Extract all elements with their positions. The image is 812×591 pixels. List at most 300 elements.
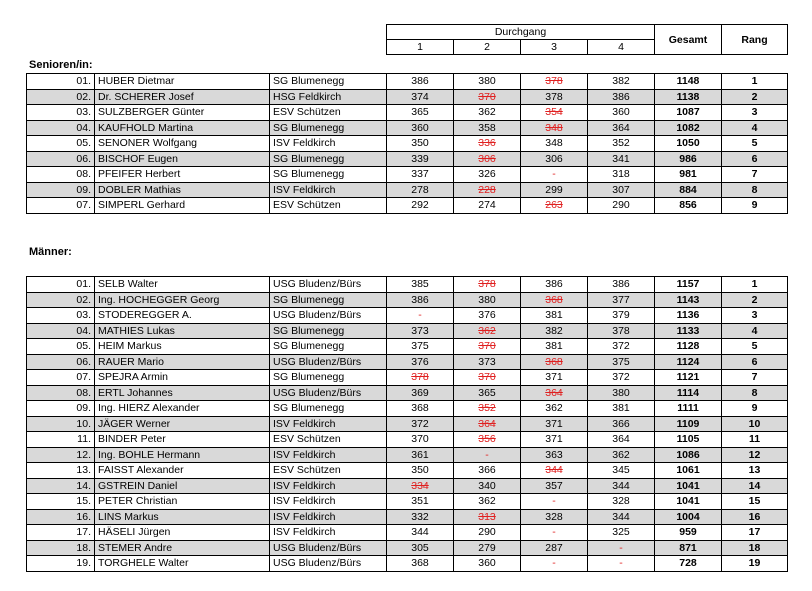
- round-4-score-cell: [588, 416, 655, 432]
- round-1-score-cell: [387, 323, 454, 339]
- score-value: 364: [612, 433, 630, 445]
- struck-score: 352: [478, 402, 496, 414]
- total-cell: 1109: [655, 416, 722, 432]
- score-value: 279: [478, 541, 496, 554]
- round-4-score-cell: [588, 478, 655, 494]
- round-4-score-cell: [588, 182, 655, 198]
- score-value: 365: [411, 106, 429, 118]
- club-cell: SG Blumenegg: [270, 151, 387, 167]
- rank-cell: 18: [722, 540, 788, 556]
- round-4-score-cell: [588, 509, 655, 525]
- total-cell: 981: [655, 167, 722, 183]
- total-cell: 871: [655, 540, 722, 556]
- struck-score: 370: [478, 371, 496, 383]
- start-number-cell: 18.: [27, 540, 95, 556]
- score-value: 360: [411, 121, 429, 134]
- round-1-score-cell: [387, 416, 454, 432]
- round-2-score-cell: [454, 292, 521, 308]
- struck-score: 370: [478, 90, 496, 103]
- round-3-score-cell: [521, 354, 588, 370]
- score-value: 378: [545, 90, 563, 103]
- round-1-score-cell: [387, 308, 454, 324]
- rank-cell: 1: [722, 277, 788, 293]
- round-2-score-cell: [454, 463, 521, 479]
- club-cell: SG Blumenegg: [270, 74, 387, 90]
- total-cell: 1041: [655, 478, 722, 494]
- club-cell: ISV Feldkirch: [270, 509, 387, 525]
- score-value: 382: [612, 75, 630, 87]
- round-2-score-cell: [454, 105, 521, 121]
- start-number-cell: 09.: [27, 401, 95, 417]
- round-2-score-cell: [454, 182, 521, 198]
- round-4-score-cell: [588, 354, 655, 370]
- round-1-score-cell: [387, 292, 454, 308]
- round-4-score-cell: [588, 292, 655, 308]
- start-number-cell: 06.: [27, 151, 95, 167]
- score-value: 290: [612, 199, 630, 211]
- rank-cell: 2: [722, 292, 788, 308]
- start-number-cell: 11.: [27, 432, 95, 448]
- start-number-cell: 08.: [27, 167, 95, 183]
- section-title-senioren: Senioren/in:: [29, 59, 93, 71]
- total-cell: 1041: [655, 494, 722, 510]
- score-value: 372: [411, 417, 429, 430]
- round-1-score-cell: [387, 120, 454, 136]
- struck-score: 362: [478, 324, 496, 337]
- round-1-score-cell: [387, 494, 454, 510]
- start-number-cell: 07.: [27, 370, 95, 386]
- gesamt-header: Gesamt: [655, 25, 722, 55]
- round-2-score-cell: [454, 151, 521, 167]
- score-value: 290: [478, 526, 496, 538]
- score-value: 362: [545, 402, 563, 414]
- score-value: 366: [478, 464, 496, 476]
- score-value: 385: [411, 278, 429, 290]
- struck-score: 368: [545, 293, 563, 306]
- table-row: [27, 478, 788, 494]
- table-row: [27, 354, 788, 370]
- score-value: 307: [612, 183, 630, 196]
- missing-score: -: [552, 168, 556, 180]
- rank-cell: 4: [722, 120, 788, 136]
- total-cell: 1138: [655, 89, 722, 105]
- start-number-cell: 01.: [27, 74, 95, 90]
- round-1-score-cell: [387, 74, 454, 90]
- round-4-score-cell: [588, 198, 655, 214]
- round-3-score-cell: [521, 151, 588, 167]
- round-3-score-cell: [521, 308, 588, 324]
- total-cell: 1143: [655, 292, 722, 308]
- table-row: [27, 447, 788, 463]
- rank-cell: 9: [722, 198, 788, 214]
- score-value: 351: [411, 495, 429, 507]
- score-value: 366: [612, 417, 630, 430]
- missing-score: -: [619, 557, 623, 569]
- score-value: 375: [612, 355, 630, 368]
- club-cell: USG Bludenz/Bürs: [270, 540, 387, 556]
- table-row: [27, 416, 788, 432]
- start-number-cell: 02.: [27, 89, 95, 105]
- round-3-score-cell: [521, 432, 588, 448]
- round-3-score-cell: [521, 525, 588, 541]
- club-cell: SG Blumenegg: [270, 370, 387, 386]
- round-2-score-cell: [454, 120, 521, 136]
- table-row: [27, 385, 788, 401]
- score-value: 376: [478, 309, 496, 321]
- total-cell: 1114: [655, 385, 722, 401]
- table-row: [27, 463, 788, 479]
- round-4-score-cell: [588, 120, 655, 136]
- rank-cell: 7: [722, 167, 788, 183]
- score-value: 368: [411, 557, 429, 569]
- table-row: [27, 277, 788, 293]
- round-3-score-cell: [521, 494, 588, 510]
- start-number-cell: 08.: [27, 385, 95, 401]
- round-2-score-cell: [454, 354, 521, 370]
- table-row: [27, 308, 788, 324]
- round-1-score-cell: [387, 167, 454, 183]
- missing-score: -: [485, 448, 489, 461]
- round-3-score-cell: [521, 447, 588, 463]
- rank-cell: 1: [722, 74, 788, 90]
- score-value: 326: [478, 168, 496, 180]
- table-row: [27, 151, 788, 167]
- results-table-maenner: [26, 276, 788, 572]
- score-value: 365: [478, 386, 496, 399]
- club-cell: ISV Feldkirch: [270, 136, 387, 152]
- total-cell: 1128: [655, 339, 722, 355]
- name-cell: SPEJRA Armin: [95, 370, 270, 386]
- total-cell: 1133: [655, 323, 722, 339]
- round-3-score-cell: [521, 74, 588, 90]
- club-cell: SG Blumenegg: [270, 167, 387, 183]
- round-3-score-cell: [521, 370, 588, 386]
- round-2-score-cell: [454, 525, 521, 541]
- round-1-score-cell: [387, 447, 454, 463]
- rank-cell: 15: [722, 494, 788, 510]
- club-cell: USG Bludenz/Bürs: [270, 308, 387, 324]
- rank-cell: 4: [722, 323, 788, 339]
- round-2-header: 2: [454, 40, 521, 55]
- rank-cell: 9: [722, 401, 788, 417]
- round-4-score-cell: [588, 89, 655, 105]
- score-value: 381: [545, 309, 563, 321]
- struck-score: 370: [478, 340, 496, 352]
- score-value: 380: [478, 75, 496, 87]
- round-3-score-cell: [521, 463, 588, 479]
- name-cell: FAISST Alexander: [95, 463, 270, 479]
- club-cell: SG Blumenegg: [270, 339, 387, 355]
- round-4-score-cell: [588, 167, 655, 183]
- score-value: 386: [612, 278, 630, 290]
- rank-cell: 8: [722, 182, 788, 198]
- score-value: 371: [545, 417, 563, 430]
- round-4-score-cell: [588, 339, 655, 355]
- struck-score: 313: [478, 510, 496, 523]
- round-2-score-cell: [454, 416, 521, 432]
- club-cell: ESV Schützen: [270, 198, 387, 214]
- round-2-score-cell: [454, 494, 521, 510]
- name-cell: Ing. BOHLE Hermann: [95, 447, 270, 463]
- score-value: 382: [545, 324, 563, 337]
- club-cell: USG Bludenz/Bürs: [270, 354, 387, 370]
- start-number-cell: 09.: [27, 182, 95, 198]
- column-header: [386, 24, 788, 55]
- score-value: 368: [411, 402, 429, 414]
- score-value: 374: [411, 90, 429, 103]
- score-value: 278: [411, 183, 429, 196]
- struck-score: 263: [545, 199, 563, 211]
- score-value: 344: [612, 510, 630, 523]
- table-row: [27, 540, 788, 556]
- name-cell: HEIM Markus: [95, 339, 270, 355]
- round-2-score-cell: [454, 509, 521, 525]
- missing-score: -: [552, 526, 556, 538]
- total-cell: 986: [655, 151, 722, 167]
- club-cell: HSG Feldkirch: [270, 89, 387, 105]
- rank-cell: 3: [722, 308, 788, 324]
- rank-cell: 19: [722, 556, 788, 572]
- round-1-score-cell: [387, 89, 454, 105]
- round-4-score-cell: [588, 385, 655, 401]
- start-number-cell: 03.: [27, 308, 95, 324]
- table-row: [27, 198, 788, 214]
- table-row: [27, 167, 788, 183]
- total-cell: 1105: [655, 432, 722, 448]
- struck-score: 334: [411, 479, 429, 492]
- round-2-score-cell: [454, 323, 521, 339]
- round-3-score-cell: [521, 339, 588, 355]
- score-value: 345: [612, 464, 630, 476]
- score-value: 386: [411, 293, 429, 306]
- rank-cell: 13: [722, 463, 788, 479]
- name-cell: RAUER Mario: [95, 354, 270, 370]
- rank-cell: 6: [722, 354, 788, 370]
- score-value: 344: [612, 479, 630, 492]
- round-2-score-cell: [454, 167, 521, 183]
- round-1-score-cell: [387, 463, 454, 479]
- round-4-score-cell: [588, 323, 655, 339]
- struck-score: 368: [545, 355, 563, 368]
- start-number-cell: 13.: [27, 463, 95, 479]
- round-1-score-cell: [387, 198, 454, 214]
- name-cell: DOBLER Mathias: [95, 182, 270, 198]
- durchgang-header: Durchgang: [387, 25, 655, 40]
- table-row: [27, 339, 788, 355]
- missing-score: -: [552, 557, 556, 569]
- name-cell: STODEREGGER A.: [95, 308, 270, 324]
- rank-cell: 2: [722, 89, 788, 105]
- total-cell: 1121: [655, 370, 722, 386]
- club-cell: SG Blumenegg: [270, 292, 387, 308]
- score-value: 318: [612, 168, 630, 180]
- name-cell: SULZBERGER Günter: [95, 105, 270, 121]
- round-1-score-cell: [387, 401, 454, 417]
- score-value: 350: [411, 464, 429, 476]
- name-cell: PETER Christian: [95, 494, 270, 510]
- table-row: [27, 105, 788, 121]
- round-4-score-cell: [588, 540, 655, 556]
- struck-score: 354: [545, 106, 563, 118]
- start-number-cell: 12.: [27, 447, 95, 463]
- round-3-score-cell: [521, 556, 588, 572]
- total-cell: 1136: [655, 308, 722, 324]
- table-row: [27, 323, 788, 339]
- round-2-score-cell: [454, 370, 521, 386]
- round-4-header: 4: [588, 40, 655, 55]
- round-1-score-cell: [387, 370, 454, 386]
- start-number-cell: 02.: [27, 292, 95, 308]
- round-1-score-cell: [387, 432, 454, 448]
- score-value: 292: [411, 199, 429, 211]
- table-row: [27, 292, 788, 308]
- name-cell: SIMPERL Gerhard: [95, 198, 270, 214]
- start-number-cell: 14.: [27, 478, 95, 494]
- score-value: 375: [411, 340, 429, 352]
- start-number-cell: 03.: [27, 105, 95, 121]
- round-4-score-cell: [588, 447, 655, 463]
- score-value: 325: [612, 526, 630, 538]
- total-cell: 856: [655, 198, 722, 214]
- score-value: 360: [612, 106, 630, 118]
- table-row: [27, 370, 788, 386]
- score-value: 363: [545, 448, 563, 461]
- round-4-score-cell: [588, 432, 655, 448]
- struck-score: 306: [478, 152, 496, 165]
- round-1-score-cell: [387, 385, 454, 401]
- rank-cell: 8: [722, 385, 788, 401]
- round-4-score-cell: [588, 463, 655, 479]
- rank-cell: 5: [722, 339, 788, 355]
- total-cell: 1050: [655, 136, 722, 152]
- total-cell: 1086: [655, 447, 722, 463]
- name-cell: STEMER Andre: [95, 540, 270, 556]
- total-cell: 1004: [655, 509, 722, 525]
- club-cell: ISV Feldkirch: [270, 525, 387, 541]
- club-cell: ESV Schützen: [270, 463, 387, 479]
- round-3-score-cell: [521, 277, 588, 293]
- round-4-score-cell: [588, 277, 655, 293]
- struck-score: 364: [545, 386, 563, 399]
- round-1-score-cell: [387, 151, 454, 167]
- name-cell: HUBER Dietmar: [95, 74, 270, 90]
- total-cell: 884: [655, 182, 722, 198]
- club-cell: ESV Schützen: [270, 432, 387, 448]
- score-value: 305: [411, 541, 429, 554]
- club-cell: USG Bludenz/Bürs: [270, 556, 387, 572]
- score-value: 370: [411, 433, 429, 445]
- rank-cell: 7: [722, 370, 788, 386]
- start-number-cell: 04.: [27, 120, 95, 136]
- score-value: 386: [545, 278, 563, 290]
- total-cell: 1111: [655, 401, 722, 417]
- name-cell: TORGHELE Walter: [95, 556, 270, 572]
- score-value: 299: [545, 183, 563, 196]
- total-cell: 1148: [655, 74, 722, 90]
- round-2-score-cell: [454, 432, 521, 448]
- name-cell: SELB Walter: [95, 277, 270, 293]
- rank-cell: 10: [722, 416, 788, 432]
- total-cell: 1082: [655, 120, 722, 136]
- round-3-score-cell: [521, 401, 588, 417]
- score-value: 380: [478, 293, 496, 306]
- total-cell: 1061: [655, 463, 722, 479]
- club-cell: ISV Feldkirch: [270, 478, 387, 494]
- score-value: 362: [478, 495, 496, 507]
- club-cell: USG Bludenz/Bürs: [270, 385, 387, 401]
- club-cell: USG Bludenz/Bürs: [270, 277, 387, 293]
- name-cell: BINDER Peter: [95, 432, 270, 448]
- name-cell: Ing. HIERZ Alexander: [95, 401, 270, 417]
- score-value: 377: [612, 293, 630, 306]
- score-value: 372: [612, 371, 630, 383]
- start-number-cell: 17.: [27, 525, 95, 541]
- round-2-score-cell: [454, 401, 521, 417]
- round-3-score-cell: [521, 182, 588, 198]
- round-2-score-cell: [454, 385, 521, 401]
- score-value: 381: [545, 340, 563, 352]
- name-cell: KAUFHOLD Martina: [95, 120, 270, 136]
- score-value: 360: [478, 557, 496, 569]
- start-number-cell: 01.: [27, 277, 95, 293]
- total-cell: 1087: [655, 105, 722, 121]
- round-1-score-cell: [387, 525, 454, 541]
- total-cell: 728: [655, 556, 722, 572]
- round-4-score-cell: [588, 151, 655, 167]
- club-cell: ISV Feldkirch: [270, 416, 387, 432]
- round-1-score-cell: [387, 478, 454, 494]
- club-cell: SG Blumenegg: [270, 120, 387, 136]
- table-row: [27, 89, 788, 105]
- name-cell: PFEIFER Herbert: [95, 167, 270, 183]
- score-value: 306: [545, 152, 563, 165]
- score-value: 361: [411, 448, 429, 461]
- round-1-score-cell: [387, 540, 454, 556]
- rank-cell: 17: [722, 525, 788, 541]
- score-value: 362: [612, 448, 630, 461]
- name-cell: HÄSELI Jürgen: [95, 525, 270, 541]
- score-value: 379: [612, 309, 630, 321]
- start-number-cell: 19.: [27, 556, 95, 572]
- club-cell: SG Blumenegg: [270, 401, 387, 417]
- rank-cell: 11: [722, 432, 788, 448]
- round-4-score-cell: [588, 494, 655, 510]
- score-value: 376: [411, 355, 429, 368]
- round-1-score-cell: [387, 277, 454, 293]
- missing-score: -: [418, 309, 422, 321]
- table-row: [27, 432, 788, 448]
- round-2-score-cell: [454, 198, 521, 214]
- score-value: 386: [612, 90, 630, 103]
- score-value: 332: [411, 510, 429, 523]
- missing-score: -: [619, 541, 623, 554]
- struck-score: 364: [478, 417, 496, 430]
- table-row: [27, 120, 788, 136]
- table-row: [27, 494, 788, 510]
- score-value: 328: [545, 510, 563, 523]
- struck-score: 344: [545, 464, 563, 476]
- round-2-score-cell: [454, 540, 521, 556]
- round-1-score-cell: [387, 182, 454, 198]
- score-value: 369: [411, 386, 429, 399]
- club-cell: ESV Schützen: [270, 105, 387, 121]
- score-value: 352: [612, 137, 630, 149]
- table-row: [27, 136, 788, 152]
- round-3-score-cell: [521, 478, 588, 494]
- start-number-cell: 05.: [27, 136, 95, 152]
- score-value: 373: [411, 324, 429, 337]
- struck-score: 378: [411, 371, 429, 383]
